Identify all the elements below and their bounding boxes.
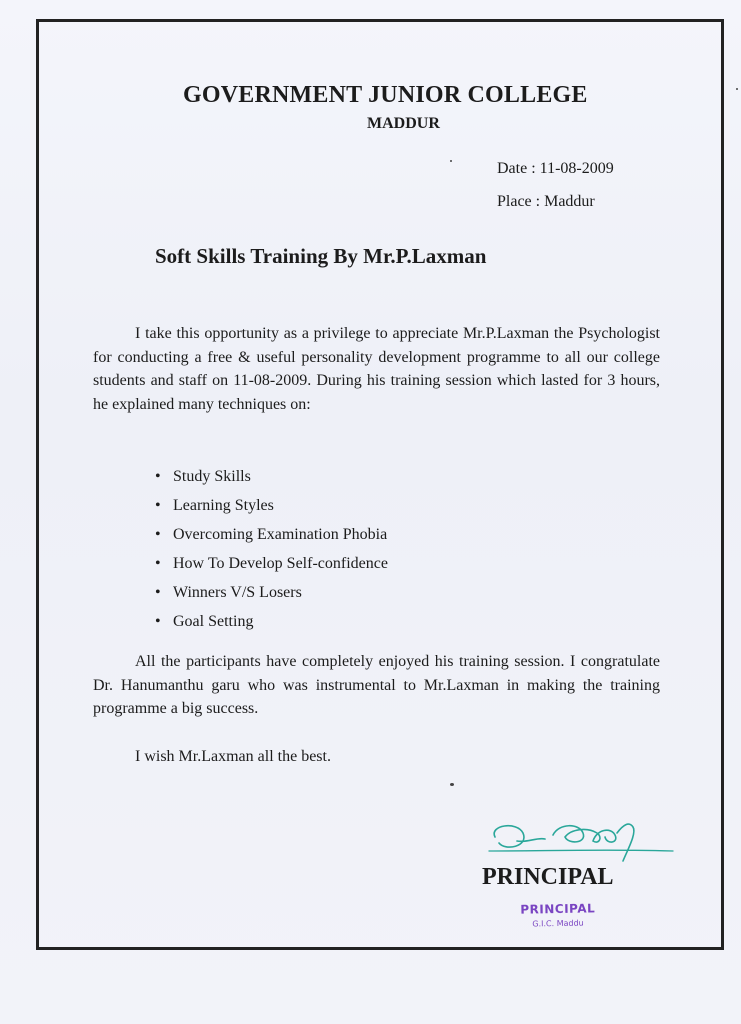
- date-line: [497, 160, 614, 178]
- paper-speck: [736, 88, 738, 90]
- topic-label: Goal Setting: [173, 613, 254, 630]
- conclusion-paragraph: All the participants have completely enjoyed his training session. I congratulate Dr. Hanumanthu garu who was instrumental to Mr.Laxman in making the training programme a big success.: [93, 653, 660, 718]
- topic-label: Winners V/S Losers: [173, 584, 302, 601]
- topics-list: [155, 462, 388, 636]
- list-item: [155, 520, 388, 549]
- place-label: Place :: [497, 193, 541, 210]
- official-stamp: [513, 901, 604, 943]
- closing-line: I wish Mr.Laxman all the best.: [135, 748, 331, 765]
- date-label: Date :: [497, 160, 536, 177]
- place-line: [497, 193, 595, 211]
- list-item: [155, 578, 388, 607]
- college-name: GOVERNMENT JUNIOR COLLEGE: [183, 82, 588, 108]
- topic-label: How To Develop Self-confidence: [173, 555, 388, 572]
- place-value: Maddur: [544, 193, 595, 210]
- stamp-title: PRINCIPAL: [520, 901, 596, 917]
- list-item: [155, 462, 388, 491]
- document-title: Soft Skills Training By Mr.P.Laxman: [155, 244, 487, 268]
- signatory-designation: PRINCIPAL: [482, 864, 614, 890]
- bullet-icon: •: [155, 555, 161, 572]
- topic-label: Study Skills: [173, 468, 251, 485]
- college-location: MADDUR: [367, 115, 440, 132]
- list-item: [155, 607, 388, 636]
- list-item: [155, 491, 388, 520]
- list-item: [155, 549, 388, 578]
- signature-image: [487, 815, 677, 870]
- bullet-icon: •: [155, 468, 161, 485]
- date-value: 11-08-2009: [539, 160, 614, 177]
- stamp-subtitle: G.I.C. Maddu: [532, 918, 584, 929]
- paper-speck: [450, 783, 454, 786]
- bullet-icon: •: [155, 497, 161, 514]
- topic-label: Overcoming Examination Phobia: [173, 526, 388, 543]
- intro-paragraph: I take this opportunity as a privilege to appreciate Mr.P.Laxman the Psychologist for conducting a free & useful personality development programme to all our college students and staff on 11-08-2009. During his training session which lasted for 3 hours, he explained many techniques on:: [93, 325, 660, 413]
- topic-label: Learning Styles: [173, 497, 274, 514]
- bullet-icon: •: [155, 584, 161, 601]
- paper-speck: [450, 160, 452, 162]
- bullet-icon: •: [155, 526, 161, 543]
- bullet-icon: •: [155, 613, 161, 630]
